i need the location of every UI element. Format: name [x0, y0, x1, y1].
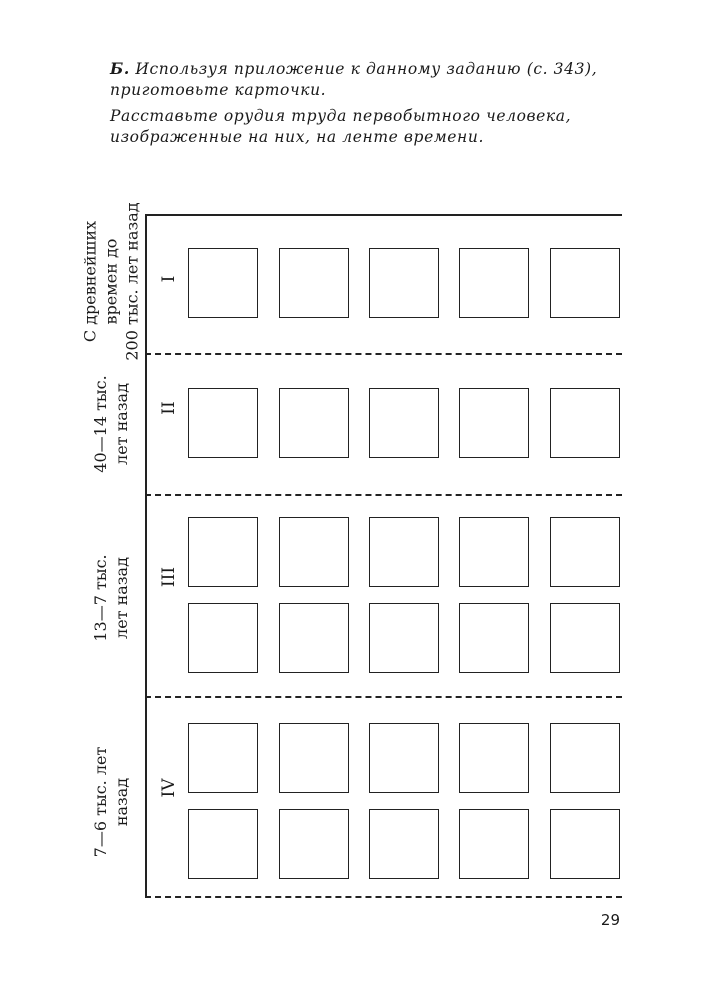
task-intro-text: Используя приложение к данному заданию (с. 343), приготовьте карточки. [110, 60, 598, 99]
period-numeral-2: II [159, 401, 179, 415]
period-label-1 [80, 202, 143, 362]
card-slot[interactable] [550, 517, 620, 587]
card-slot[interactable] [550, 723, 620, 793]
period-divider-3 [145, 696, 622, 698]
period-3-line-2: лет назад [112, 557, 131, 639]
card-slot[interactable] [550, 388, 620, 458]
card-slot[interactable] [369, 603, 439, 673]
card-slot[interactable] [459, 603, 529, 673]
period-divider-1 [145, 353, 622, 355]
period-numeral-4: IV [159, 778, 179, 798]
card-slot[interactable] [550, 248, 620, 318]
card-slot[interactable] [550, 809, 620, 879]
period-numeral-1: I [159, 275, 179, 283]
card-slot[interactable] [279, 723, 349, 793]
card-slot[interactable] [188, 517, 258, 587]
card-slot[interactable] [369, 723, 439, 793]
period-1-line-2: времен до [101, 238, 121, 325]
page-number: 29 [600, 911, 620, 929]
period-2-line-1: 40—14 тыс. [91, 375, 110, 473]
card-slot[interactable] [188, 603, 258, 673]
card-slot[interactable] [279, 248, 349, 318]
card-slot[interactable] [459, 723, 529, 793]
period-label-2 [90, 344, 132, 504]
task-letter: Б. [110, 59, 130, 78]
period-3-line-1: 13—7 тыс. [91, 554, 110, 642]
card-slot[interactable] [459, 388, 529, 458]
card-slot[interactable] [279, 809, 349, 879]
card-slot[interactable] [369, 517, 439, 587]
task-instruction: Расставьте орудия труда первобытного человека, изображенные на них, на ленте времени. [110, 107, 572, 146]
card-slot[interactable] [279, 517, 349, 587]
period-label-4 [90, 722, 132, 882]
period-2-line-2: лет назад [112, 383, 131, 465]
card-slot[interactable] [369, 248, 439, 318]
card-slot[interactable] [369, 809, 439, 879]
timeline-axis [145, 214, 147, 898]
card-slot[interactable] [188, 248, 258, 318]
task-intro [110, 58, 630, 101]
period-1-line-1: С древнейших [80, 220, 100, 343]
card-slot[interactable] [459, 809, 529, 879]
card-slot[interactable] [188, 388, 258, 458]
period-numeral-3: III [159, 566, 179, 588]
card-slot[interactable] [459, 248, 529, 318]
card-slot[interactable] [369, 388, 439, 458]
card-slot[interactable] [188, 809, 258, 879]
card-slot[interactable] [279, 603, 349, 673]
period-1-line-3: 200 тыс. лет назад [122, 202, 142, 361]
period-4-line-2: назад [112, 777, 131, 827]
period-divider-2 [145, 494, 622, 496]
period-divider-4 [145, 896, 622, 898]
card-slot[interactable] [550, 603, 620, 673]
card-slot[interactable] [459, 517, 529, 587]
timeline-top-line [145, 214, 622, 216]
card-slot[interactable] [188, 723, 258, 793]
period-4-line-1: 7—6 тыс. лет [91, 746, 110, 858]
period-label-3 [90, 518, 132, 678]
card-slot[interactable] [279, 388, 349, 458]
